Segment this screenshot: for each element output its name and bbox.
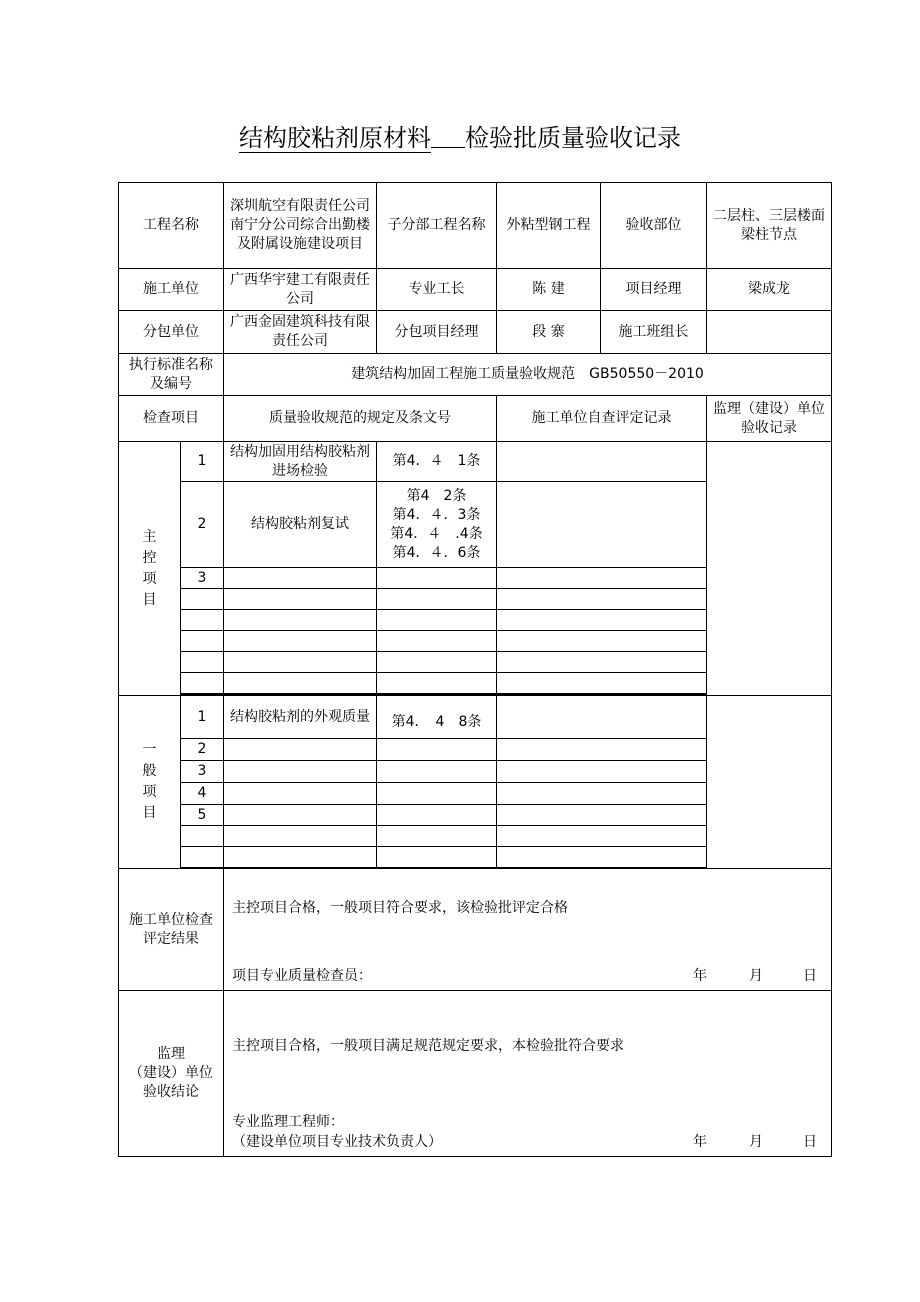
check-item-header: 检查项目 bbox=[119, 396, 224, 442]
general-label: 一般项目 bbox=[119, 696, 181, 869]
contractor-result-label: 施工单位检查评定结果 bbox=[119, 869, 224, 991]
row-number: 4 bbox=[181, 783, 224, 805]
self-eval-cell bbox=[497, 442, 707, 482]
sub-project-value: 外粘型钢工程 bbox=[497, 183, 601, 269]
contractor-row bbox=[119, 269, 832, 311]
contractor-label: 施工单位 bbox=[119, 269, 224, 311]
accept-part-value: 二层柱、三层楼面梁柱节点 bbox=[707, 183, 832, 269]
subcontractor-value: 广西金固建筑科技有限责任公司 bbox=[224, 311, 377, 354]
inspection-form-table bbox=[118, 182, 832, 1157]
item-name: 结构胶粘剂的外观质量 bbox=[224, 696, 377, 739]
foreman-value: 陈 建 bbox=[497, 269, 601, 311]
page-title bbox=[0, 118, 920, 153]
main-control-label: 主控项目 bbox=[119, 442, 181, 696]
clause-cell: 第4．４ 1条 bbox=[377, 442, 497, 482]
spec-header: 质量验收规范的规定及条文号 bbox=[224, 396, 497, 442]
row-number: 1 bbox=[181, 442, 224, 482]
quality-inspector-signature: 项目专业质量检查员： bbox=[232, 968, 372, 984]
sub-pm-value: 段 寨 bbox=[497, 311, 601, 354]
title-part-1: 结构胶粘剂原材料 bbox=[239, 124, 431, 152]
clause-cell: 第4 2条 第4．４．3条 第4．４ .4条 第4．４．6条 bbox=[377, 482, 497, 568]
project-name-value: 深圳航空有限责任公司南宁分公司综合出勤楼及附属设施建设项目 bbox=[224, 183, 377, 269]
item-name: 结构胶粘剂复试 bbox=[224, 482, 377, 568]
self-eval-cell bbox=[497, 568, 707, 589]
pm-label: 项目经理 bbox=[601, 269, 707, 311]
standard-value: 建筑结构加固工程施工质量验收规范 GB50550－2010 bbox=[224, 354, 832, 396]
row-number: 2 bbox=[181, 482, 224, 568]
standard-label: 执行标准名称及编号 bbox=[119, 354, 224, 396]
clause-cell bbox=[377, 568, 497, 589]
self-eval-header: 施工单位自查评定记录 bbox=[497, 396, 707, 442]
self-eval-cell bbox=[497, 482, 707, 568]
main-control-row-1 bbox=[119, 442, 832, 482]
subcontractor-label: 分包单位 bbox=[119, 311, 224, 354]
supervisor-result-text: 主控项目合格，一般项目满足规范规定要求，本检验批符合要求 bbox=[232, 1038, 624, 1054]
item-name bbox=[224, 568, 377, 589]
pm-value: 梁成龙 bbox=[707, 269, 832, 311]
contractor-result-cell: 主控项目合格，一般项目符合要求，该检验批评定合格 项目专业质量检查员： 年 月 日 bbox=[224, 869, 832, 991]
row-number: 3 bbox=[181, 568, 224, 589]
supervisor-result-label: 监理 （建设）单位 验收结论 bbox=[119, 991, 224, 1157]
supervising-engineer-signature: 专业监理工程师： （建设单位项目专业技术负责人） bbox=[232, 1114, 442, 1150]
sub-pm-label: 分包项目经理 bbox=[377, 311, 497, 354]
row-number: 2 bbox=[181, 739, 224, 761]
supervisor-result-cell: 主控项目合格，一般项目满足规范规定要求，本检验批符合要求 专业监理工程师： （建设单位项目专业技术负责人） 年 月 日 bbox=[224, 991, 832, 1157]
contractor-value: 广西华宇建工有限责任公司 bbox=[224, 269, 377, 311]
supervisor-result-row bbox=[119, 991, 832, 1157]
row-number: 1 bbox=[181, 696, 224, 739]
supervisor-cell bbox=[707, 442, 832, 696]
title-blank bbox=[431, 125, 465, 148]
self-eval-cell bbox=[497, 696, 707, 739]
sub-project-label: 子分部工程名称 bbox=[377, 183, 497, 269]
project-name-label: 工程名称 bbox=[119, 183, 224, 269]
subcontractor-row bbox=[119, 311, 832, 354]
title-part-2: 检验批质量验收记录 bbox=[465, 124, 681, 152]
contractor-result-row bbox=[119, 869, 832, 991]
item-name: 结构加固用结构胶粘剂进场检验 bbox=[224, 442, 377, 482]
column-header-row bbox=[119, 396, 832, 442]
clause-cell: 第4． 4 8条 bbox=[377, 696, 497, 739]
supervisor-header: 监理（建设）单位验收记录 bbox=[707, 396, 832, 442]
contractor-result-text: 主控项目合格，一般项目符合要求，该检验批评定合格 bbox=[232, 900, 568, 916]
general-row-1 bbox=[119, 696, 832, 739]
row-number: 5 bbox=[181, 805, 224, 826]
foreman-label: 专业工长 bbox=[377, 269, 497, 311]
accept-part-label: 验收部位 bbox=[601, 183, 707, 269]
supervisor-cell bbox=[707, 696, 832, 869]
team-leader-label: 施工班组长 bbox=[601, 311, 707, 354]
row-number: 3 bbox=[181, 761, 224, 783]
team-leader-value bbox=[707, 311, 832, 354]
standard-row bbox=[119, 354, 832, 396]
project-row bbox=[119, 183, 832, 269]
